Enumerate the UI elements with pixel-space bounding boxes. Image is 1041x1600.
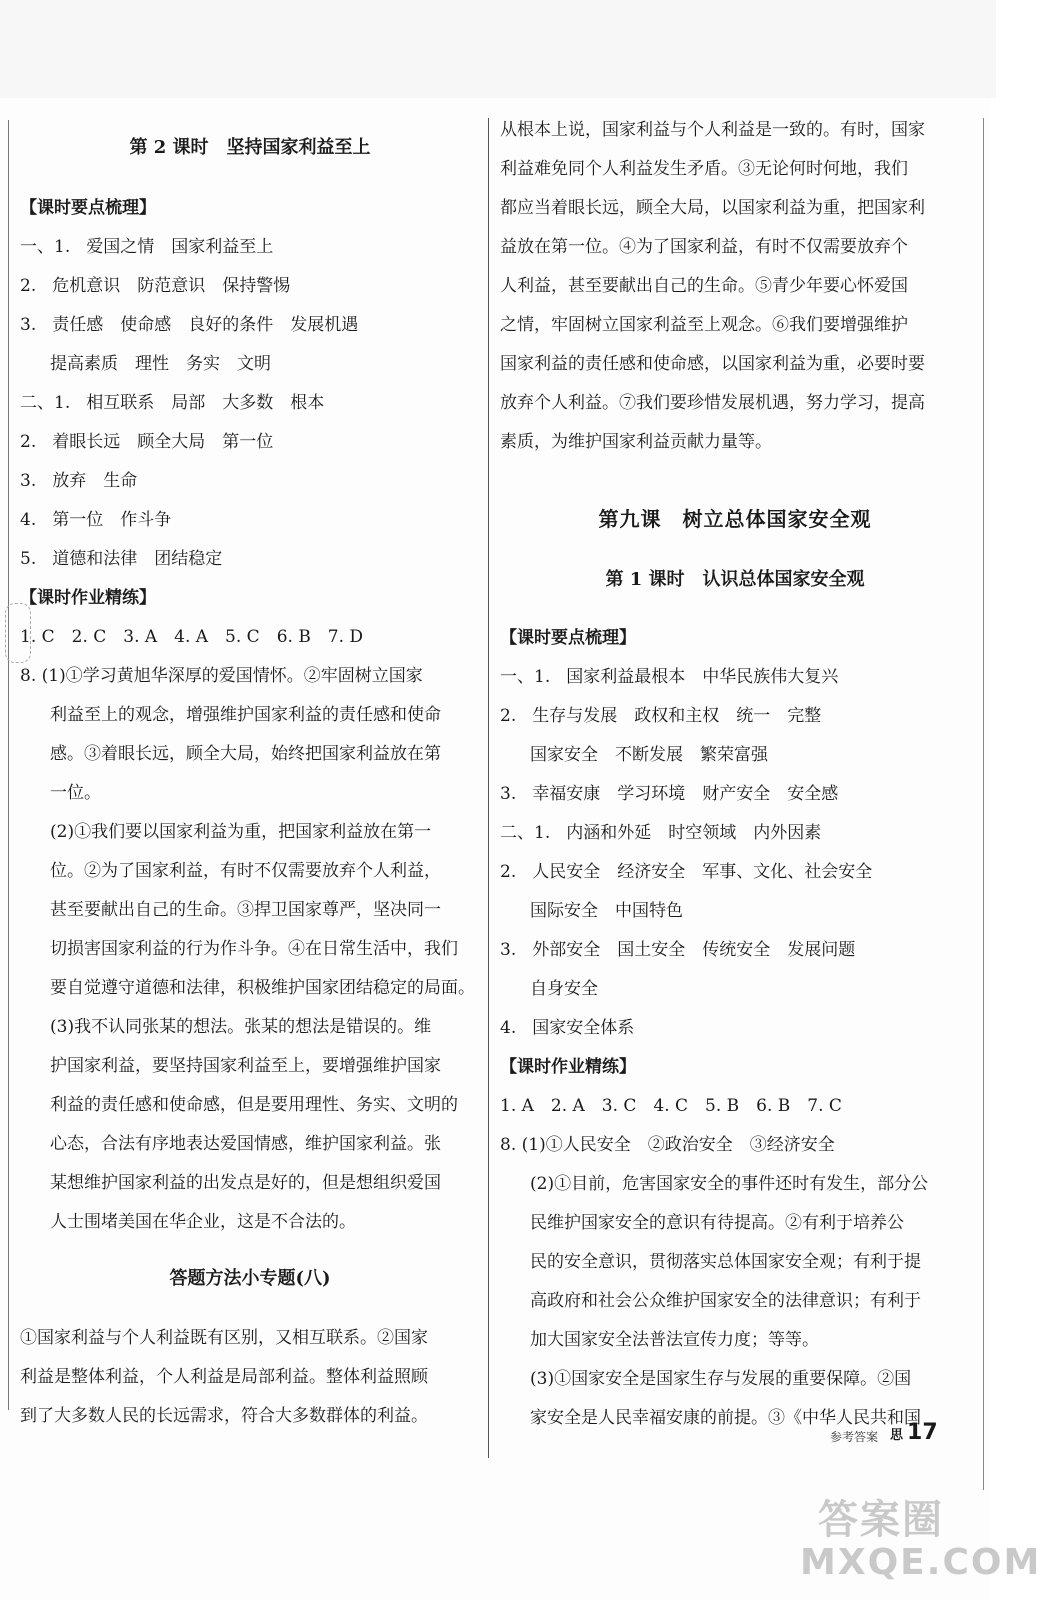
right-review-line: 2. 生存与发展 政权和主权 统一 完整 [500, 706, 822, 726]
left-q8-line: 位。②为了国家利益，有时不仅需要放弃个人利益， [50, 861, 441, 881]
left-q8-line: 8. (1)①学习黄旭华深厚的爱国情怀。②牢固树立国家 [20, 666, 423, 686]
left-q8-line: 切损害国家利益的行为作斗争。④在日常生活中，我们 [50, 939, 458, 959]
right-q8-line: 家安全是人民幸福安康的前提。③《中华人民共和国 [530, 1408, 921, 1428]
left-review-line: 4. 第一位 作斗争 [20, 510, 172, 530]
scan-top-band [0, 0, 996, 98]
right-cont-line: 从根本上说，国家利益与个人利益是一致的。有时，国家 [500, 120, 925, 140]
topic-line: ①国家利益与个人利益既有区别，又相互联系。②国家 [20, 1328, 428, 1348]
page-prefix: 思 [890, 1428, 904, 1443]
right-cont-line: 素质，为维护国家利益贡献力量等。 [500, 432, 772, 452]
watermark-logo-text: 答案圈 [818, 1497, 944, 1543]
right-review-line: 3. 幸福安康 学习环境 财产安全 安全感 [500, 784, 839, 804]
left-q8-line: 心态，合法有序地表达爱国情感，维护国家利益。张 [50, 1134, 441, 1154]
right-q8-line: 民维护国家安全的意识有待提高。②有利于培养公 [530, 1213, 904, 1233]
right-q8-line: (2)①目前，危害国家安全的事件还时有发生，部分公 [530, 1174, 929, 1194]
right-review-line: 3. 外部安全 国土安全 传统安全 发展问题 [500, 940, 856, 960]
right-cont-line: 之情，牢固树立国家利益至上观念。⑥我们要增强维护 [500, 315, 908, 335]
column-divider [488, 118, 489, 1458]
right-cont-line: 益放在第一位。④为了国家利益，有时不仅需要放弃个 [500, 237, 908, 257]
right-review-line: 自身安全 [530, 979, 598, 999]
left-q8-line: 利益至上的观念，增强维护国家利益的责任感和使命 [50, 705, 441, 725]
left-review-line: 二、1. 相互联系 局部 大多数 根本 [20, 393, 325, 413]
left-review-line: 2. 危机意识 防范意识 保持警惕 [20, 276, 291, 296]
left-q8-line: 感。③着眼长远，顾全大局，始终把国家利益放在第 [50, 744, 441, 764]
right-review-line: 二、1. 内涵和外延 时空领域 内外因素 [500, 823, 822, 843]
left-q8-line: 甚至要献出自己的生命。③捍卫国家尊严，坚决同一 [50, 900, 441, 920]
topic-line: 利益是整体利益，个人利益是局部利益。整体利益照顾 [20, 1367, 428, 1387]
topic-line: 到了大多数人民的长远需求，符合大多数群体的利益。 [20, 1406, 428, 1426]
left-review-line: 3. 责任感 使命感 良好的条件 发展机遇 [20, 315, 359, 335]
left-q8-line: 利益的责任感和使命感，但是要用理性、务实、文明的 [50, 1095, 458, 1115]
right-q8-line: 民的安全意识，贯彻落实总体国家安全观；有利于提 [530, 1252, 921, 1272]
left-q8-line: (2)①我们要以国家利益为重，把国家利益放在第一 [50, 822, 432, 842]
right-margin-rule [983, 118, 984, 1490]
right-review-line: 2. 人民安全 经济安全 军事、文化、社会安全 [500, 862, 873, 882]
left-review-line: 5. 道德和法律 团结稳定 [20, 549, 223, 569]
right-cont-line: 放弃个人利益。⑦我们要珍惜发展机遇，努力学习，提高 [500, 393, 925, 413]
right-review-line: 一、1. 国家利益最根本 中华民族伟大复兴 [500, 667, 839, 687]
right-review-line: 国际安全 中国特色 [530, 901, 683, 921]
watermark-domain: MXQE.COM [800, 1542, 1041, 1583]
left-mc-answers: 1. C 2. C 3. A 4. A 5. C 6. B 7. D [20, 627, 364, 647]
lesson9-title: 第九课 树立总体国家安全观 [598, 507, 872, 531]
left-q8-line: 人士围堵美国在华企业，这是不合法的。 [50, 1212, 356, 1232]
left-review-line: 3. 放弃 生命 [20, 471, 138, 491]
lesson2-title: 第 2 课时 坚持国家利益至上 [129, 137, 371, 158]
left-q8-line: 护国家利益，要坚持国家利益至上，要增强维护国家 [50, 1056, 441, 1076]
right-mc-answers: 1. A 2. A 3. C 4. C 5. B 6. B 7. C [500, 1096, 842, 1116]
right-practice-heading: 【课时作业精练】 [500, 1057, 636, 1077]
right-cont-line: 国家利益的责任感和使命感，以国家利益为重，必要时要 [500, 354, 925, 374]
right-q8-line: 加大国家安全法普法宣传力度；等等。 [530, 1330, 819, 1350]
right-q8-line: 高政府和社会公众维护国家安全的法律意识；有利于 [530, 1291, 921, 1311]
right-cont-line: 利益难免同个人利益发生矛盾。③无论何时何地，我们 [500, 159, 908, 179]
right-cont-line: 人利益，甚至要献出自己的生命。⑤青少年要心怀爱国 [500, 276, 908, 296]
right-review-heading: 【课时要点梳理】 [500, 628, 636, 648]
left-review-heading: 【课时要点梳理】 [20, 198, 156, 218]
left-q8-line: (3)我不认同张某的想法。张某的想法是错误的。维 [50, 1017, 432, 1037]
left-q8-line: 要自觉遵守道德和法律，积极维护国家团结稳定的局面。 [50, 978, 475, 998]
right-q8-line: (3)①国家安全是国家生存与发展的重要保障。②国 [530, 1369, 912, 1389]
period1-title: 第 1 课时 认识总体国家安全观 [605, 569, 865, 590]
site-watermark [800, 1488, 1041, 1592]
right-cont-line: 都应当着眼长远，顾全大局，以国家利益为重，把国家利 [500, 198, 925, 218]
left-q8-line: 某想维护国家利益的出发点是好的，但是想组织爱国 [50, 1173, 441, 1193]
left-practice-heading: 【课时作业精练】 [20, 588, 156, 608]
page-number [890, 1420, 938, 1445]
footer-label: 参考答案 [830, 1430, 879, 1444]
right-review-line: 国家安全 不断发展 繁荣富强 [530, 745, 768, 765]
left-margin-rule [8, 120, 9, 1410]
topic-title: 答题方法小专题(八) [169, 1268, 331, 1289]
left-q8-line: 一位。 [50, 783, 101, 803]
left-review-line: 2. 着眼长远 顾全大局 第一位 [20, 432, 274, 452]
right-review-line: 4. 国家安全体系 [500, 1018, 635, 1038]
left-review-line: 一、1. 爱国之情 国家利益至上 [20, 237, 274, 257]
page-number-value: 17 [907, 1420, 938, 1445]
left-review-line: 提高素质 理性 务实 文明 [50, 354, 271, 374]
right-q8-line: 8. (1)①人民安全 ②政治安全 ③经济安全 [500, 1135, 835, 1155]
